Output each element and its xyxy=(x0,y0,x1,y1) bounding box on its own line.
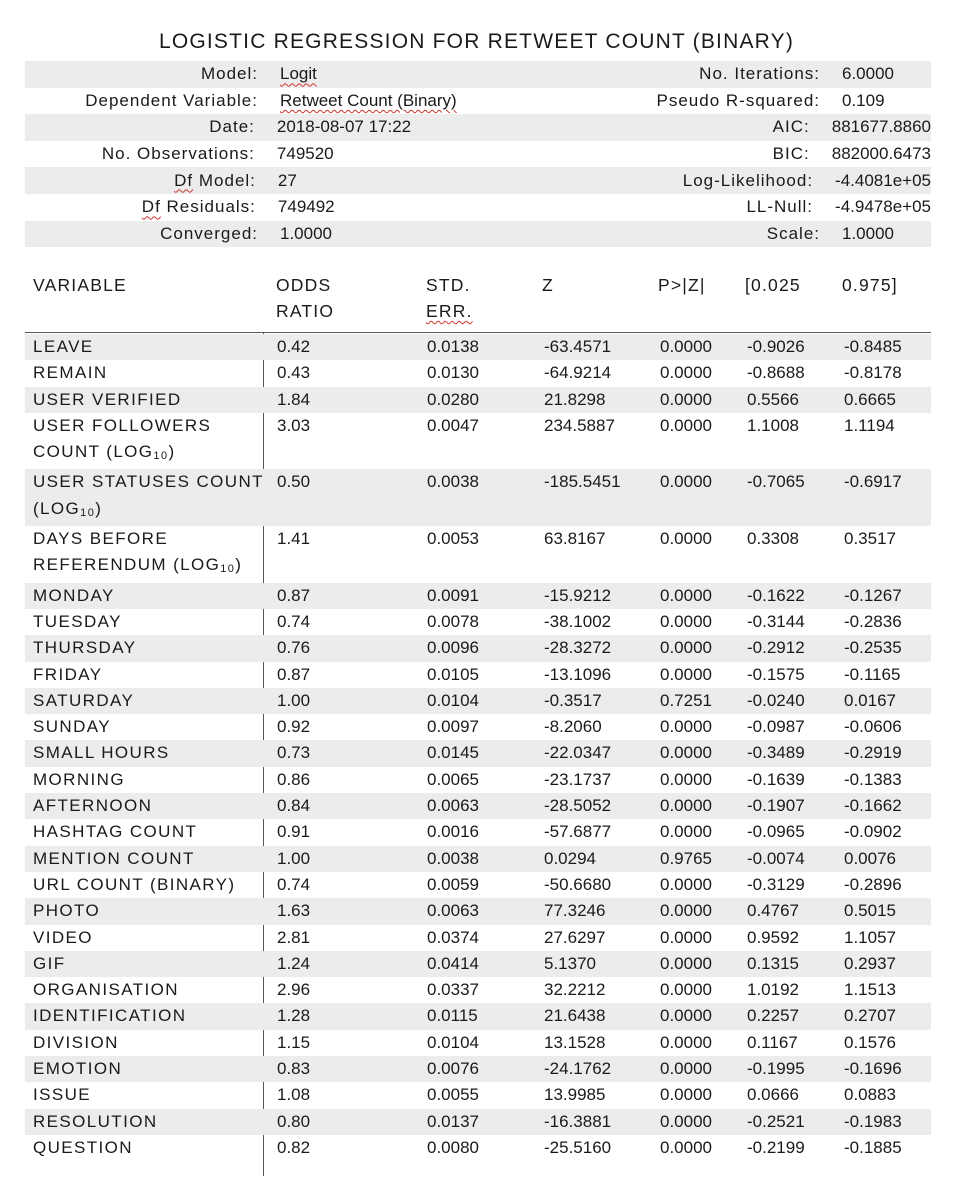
ci-high-cell: -0.1662 xyxy=(844,796,902,816)
odds-ratio-cell: 1.41 xyxy=(277,529,311,549)
ci-high-cell: 0.0883 xyxy=(844,1085,896,1105)
std-err-cell: 0.0078 xyxy=(427,611,479,631)
summary-value: 882000.6473 xyxy=(831,144,932,164)
summary-label: BIC: xyxy=(772,144,810,164)
table-row xyxy=(25,1082,931,1108)
std-err-cell: 0.0280 xyxy=(427,389,479,409)
ci-low-cell: -0.9026 xyxy=(747,337,805,356)
ci-low-cell: 1.1008 xyxy=(747,415,799,435)
header-variable: VARIABLE xyxy=(33,275,127,295)
std-err-cell: 0.0059 xyxy=(427,874,479,894)
std-err-cell: 0.0414 xyxy=(427,953,479,973)
summary-label: Pseudo R-squared: xyxy=(656,90,820,110)
p-value-cell: 0.0000 xyxy=(660,980,712,1000)
std-err-cell: 0.0115 xyxy=(427,1006,478,1026)
std-err-cell: 0.0047 xyxy=(427,415,479,435)
variable-name: LEAVE xyxy=(33,337,94,356)
ci-high-cell: 0.3517 xyxy=(844,529,896,549)
std-err-cell: 0.0374 xyxy=(427,927,479,947)
z-value-cell: -185.5451 xyxy=(544,472,621,492)
variable-name: FRIDAY xyxy=(33,664,103,684)
summary-value: -4.4081e+05 xyxy=(835,170,931,190)
odds-ratio-cell: 0.91 xyxy=(277,822,311,842)
ci-high-cell: -0.2535 xyxy=(844,638,902,658)
table-row xyxy=(25,846,931,872)
ci-low-cell: -0.1639 xyxy=(747,769,805,789)
coefficient-table xyxy=(25,334,931,1161)
p-value-cell: 0.0000 xyxy=(660,1059,712,1079)
summary-value: -4.9478e+05 xyxy=(835,197,931,217)
odds-ratio-cell: 1.00 xyxy=(277,690,311,710)
p-value-cell: 0.0000 xyxy=(660,529,712,549)
odds-ratio-cell: 1.24 xyxy=(277,953,311,973)
table-row xyxy=(25,360,931,386)
table-row xyxy=(25,583,931,609)
p-value-cell: 0.0000 xyxy=(660,664,712,684)
summary-value: 749520 xyxy=(276,144,334,164)
z-value-cell: -25.5160 xyxy=(544,1137,612,1157)
ci-high-cell: -0.2896 xyxy=(844,874,902,894)
table-row xyxy=(25,469,931,526)
table-row xyxy=(25,662,931,688)
summary-label: LL-Null: xyxy=(746,197,814,217)
ci-low-cell: -0.1622 xyxy=(747,585,805,605)
odds-ratio-cell: 1.63 xyxy=(277,901,311,921)
ci-high-cell: -0.1165 xyxy=(844,664,901,684)
z-value-cell: -50.6680 xyxy=(544,874,612,894)
summary-value: 749492 xyxy=(277,197,335,217)
ci-high-cell: 0.5015 xyxy=(844,901,896,921)
odds-ratio-cell: 0.87 xyxy=(277,585,311,605)
variable-name: DAYS BEFORE REFERENDUM $(LOG_{10})$ xyxy=(33,529,243,576)
std-err-cell: 0.0104 xyxy=(427,690,479,710)
odds-ratio-cell: 0.76 xyxy=(277,638,311,658)
p-value-cell: 0.0000 xyxy=(660,822,712,842)
ci-low-cell: 0.4767 xyxy=(747,901,799,921)
header-odds-ratio: ODDS RATIO xyxy=(276,275,335,321)
ci-high-cell: 0.0076 xyxy=(844,848,896,868)
ci-high-cell: -0.8485 xyxy=(844,337,902,356)
table-row xyxy=(25,1030,931,1056)
table-row xyxy=(25,1109,931,1135)
variable-name: MORNING xyxy=(33,769,125,789)
summary-value: 0.109 xyxy=(842,90,885,110)
odds-ratio-cell: 0.86 xyxy=(277,769,311,789)
table-row xyxy=(25,872,931,898)
variable-name: AFTERNOON xyxy=(33,796,153,816)
variable-name: TUESDAY xyxy=(33,611,122,631)
variable-name: MONDAY xyxy=(33,585,115,605)
ci-high-cell: -0.1383 xyxy=(844,769,902,789)
p-value-cell: 0.0000 xyxy=(660,953,712,973)
z-value-cell: 21.6438 xyxy=(544,1006,606,1026)
ci-low-cell: -0.3144 xyxy=(747,611,805,631)
p-value-cell: 0.0000 xyxy=(660,611,712,631)
ci-high-cell: 0.1576 xyxy=(844,1032,896,1052)
std-err-cell: 0.0105 xyxy=(427,664,479,684)
std-err-cell: 0.0038 xyxy=(427,848,479,868)
table-row xyxy=(25,526,931,583)
z-value-cell: 13.9985 xyxy=(544,1085,606,1105)
ci-high-cell: 0.6665 xyxy=(844,389,896,409)
variable-name: RESOLUTION xyxy=(33,1111,158,1131)
odds-ratio-cell: 0.42 xyxy=(277,337,311,356)
ci-low-cell: -0.3129 xyxy=(747,874,805,894)
std-err-cell: 0.0076 xyxy=(427,1059,479,1079)
p-value-cell: 0.0000 xyxy=(660,769,712,789)
variable-name: USER FOLLOWERS COUNT $(LOG_{10})$ xyxy=(33,415,212,463)
ci-high-cell: -0.2919 xyxy=(844,743,902,763)
z-value-cell: -0.3517 xyxy=(544,690,602,710)
header-rule xyxy=(25,332,931,333)
variable-name: GIF xyxy=(33,953,66,973)
p-value-cell: 0.0000 xyxy=(660,927,712,947)
ci-high-cell: -0.8178 xyxy=(844,363,902,383)
ci-low-cell: -0.8688 xyxy=(747,363,805,383)
z-value-cell: -15.9212 xyxy=(544,585,612,605)
table-row xyxy=(25,635,931,661)
z-value-cell: -63.4571 xyxy=(544,337,612,356)
summary-row xyxy=(25,167,931,194)
ci-low-cell: -0.1575 xyxy=(747,664,805,684)
ci-low-cell: 0.3308 xyxy=(747,529,799,549)
ci-high-cell: -0.1983 xyxy=(844,1111,902,1131)
std-err-cell: 0.0055 xyxy=(427,1085,479,1105)
z-value-cell: 234.5887 xyxy=(544,415,615,435)
z-value-cell: -57.6877 xyxy=(544,822,612,842)
ci-low-cell: 0.5566 xyxy=(747,389,799,409)
summary-label: No. Iterations: xyxy=(699,64,820,84)
table-row xyxy=(25,1135,931,1161)
z-value-cell: -64.9214 xyxy=(544,363,612,383)
odds-ratio-cell: 1.15 xyxy=(277,1032,311,1052)
table-title: LOGISTIC REGRESSION FOR RETWEET COUNT (BINARY) xyxy=(158,30,795,53)
summary-value: 1.0000 xyxy=(280,223,332,243)
summary-value: Retweet Count (Binary) xyxy=(280,90,457,110)
z-value-cell: -28.3272 xyxy=(544,638,612,658)
p-value-cell: 0.0000 xyxy=(660,796,712,816)
std-err-cell: 0.0016 xyxy=(427,822,479,842)
variable-name: SUNDAY xyxy=(33,717,111,737)
table-row xyxy=(25,413,931,470)
variable-name: EMOTION xyxy=(33,1059,123,1079)
z-value-cell: 21.8298 xyxy=(544,389,606,409)
p-value-cell: 0.0000 xyxy=(660,1111,712,1131)
std-err-cell: 0.0063 xyxy=(427,901,479,921)
z-value-cell: 77.3246 xyxy=(544,901,606,921)
variable-name: DIVISION xyxy=(33,1032,119,1052)
std-err-cell: 0.0145 xyxy=(427,743,479,763)
variable-name: SMALL HOURS xyxy=(33,743,170,763)
ci-high-cell: 0.0167 xyxy=(844,690,896,710)
p-value-cell: 0.0000 xyxy=(660,389,712,409)
summary-label: Date: xyxy=(209,117,255,137)
std-err-cell: 0.0097 xyxy=(427,717,479,737)
ci-low-cell: -0.7065 xyxy=(747,472,805,492)
ci-high-cell: -0.0902 xyxy=(844,822,902,842)
p-value-cell: 0.0000 xyxy=(660,585,712,605)
summary-label: Dependent Variable: xyxy=(85,90,258,110)
odds-ratio-cell: 0.74 xyxy=(277,874,311,894)
summary-row xyxy=(25,88,931,115)
summary-value: 2018-08-07 17:22 xyxy=(276,117,412,137)
summary-label: Scale: xyxy=(766,223,820,243)
header-std-err: STD. ERR. xyxy=(426,275,473,321)
variable-name: ORGANISATION xyxy=(33,980,179,1000)
variable-name: MENTION COUNT xyxy=(33,848,195,868)
table-row xyxy=(25,793,931,819)
p-value-cell: 0.9765 xyxy=(660,848,712,868)
odds-ratio-cell: 0.43 xyxy=(277,363,311,383)
std-err-cell: 0.0137 xyxy=(427,1111,479,1131)
summary-value: 6.0000 xyxy=(842,64,894,84)
variable-name: URL COUNT (BINARY) xyxy=(33,874,236,894)
z-value-cell: 32.2212 xyxy=(544,980,606,1000)
ci-low-cell: -0.2912 xyxy=(747,638,805,658)
table-row xyxy=(25,1003,931,1029)
header-ci-high: 0.975] xyxy=(842,275,898,295)
p-value-cell: 0.0000 xyxy=(660,337,712,356)
summary-label: Log-Likelihood: xyxy=(682,170,814,190)
odds-ratio-cell: 0.84 xyxy=(277,796,311,816)
variable-name: SATURDAY xyxy=(33,690,135,710)
odds-ratio-cell: 1.00 xyxy=(277,848,311,868)
summary-row xyxy=(25,61,931,88)
p-value-cell: 0.0000 xyxy=(660,1085,712,1105)
z-value-cell: -22.0347 xyxy=(544,743,612,763)
ci-high-cell: -0.6917 xyxy=(844,472,902,492)
ci-low-cell: -0.1995 xyxy=(747,1059,805,1079)
z-value-cell: 13.1528 xyxy=(544,1032,606,1052)
odds-ratio-cell: 0.50 xyxy=(277,472,311,492)
ci-low-cell: 0.1167 xyxy=(747,1032,798,1052)
table-header xyxy=(25,272,931,334)
ci-low-cell: 0.1315 xyxy=(747,953,799,973)
summary-value: 1.0000 xyxy=(842,223,894,243)
z-value-cell: -38.1002 xyxy=(544,611,612,631)
table-row xyxy=(25,1056,931,1082)
odds-ratio-cell: 1.28 xyxy=(277,1006,311,1026)
table-row xyxy=(25,334,931,360)
ci-low-cell: -0.0987 xyxy=(747,717,805,737)
table-row xyxy=(25,609,931,635)
variable-name: HASHTAG COUNT xyxy=(33,822,198,842)
header-ci-low: [0.025 xyxy=(745,275,801,295)
ci-low-cell: -0.0240 xyxy=(747,690,805,710)
ci-low-cell: -0.3489 xyxy=(747,743,805,763)
std-err-cell: 0.0096 xyxy=(427,638,479,658)
std-err-cell: 0.0063 xyxy=(427,796,479,816)
summary-label: Converged: xyxy=(160,223,258,243)
ci-low-cell: 0.0666 xyxy=(747,1085,799,1105)
table-row xyxy=(25,977,931,1003)
std-err-cell: 0.0104 xyxy=(427,1032,479,1052)
ci-low-cell: -0.2521 xyxy=(747,1111,805,1131)
p-value-cell: 0.0000 xyxy=(660,638,712,658)
p-value-cell: 0.7251 xyxy=(660,690,712,710)
p-value-cell: 0.0000 xyxy=(660,1032,712,1052)
p-value-cell: 0.0000 xyxy=(660,415,712,435)
table-row xyxy=(25,898,931,924)
ci-high-cell: 1.1057 xyxy=(844,927,896,947)
std-err-cell: 0.0065 xyxy=(427,769,479,789)
summary-label: Model: xyxy=(200,64,258,84)
table-row xyxy=(25,387,931,413)
summary-label: No. Observations: xyxy=(101,144,255,164)
variable-name: IDENTIFICATION xyxy=(33,1006,187,1026)
z-value-cell: 63.8167 xyxy=(544,529,606,549)
std-err-cell: 0.0080 xyxy=(427,1137,479,1157)
std-err-cell: 0.0130 xyxy=(427,363,479,383)
ci-low-cell: 1.0192 xyxy=(747,980,799,1000)
std-err-cell: 0.0038 xyxy=(427,472,479,492)
z-value-cell: 27.6297 xyxy=(544,927,606,947)
std-err-cell: 0.0053 xyxy=(427,529,479,549)
ci-low-cell: -0.0965 xyxy=(747,822,805,842)
ci-high-cell: -0.0606 xyxy=(844,717,902,737)
variable-name: THURSDAY xyxy=(33,638,137,658)
variable-name: USER VERIFIED xyxy=(33,389,182,409)
z-value-cell: -28.5052 xyxy=(544,796,612,816)
odds-ratio-cell: 0.82 xyxy=(277,1137,311,1157)
summary-row xyxy=(25,221,931,248)
odds-ratio-cell: 0.80 xyxy=(277,1111,311,1131)
z-value-cell: -23.1737 xyxy=(544,769,612,789)
ci-low-cell: 0.9592 xyxy=(747,927,799,947)
z-value-cell: 5.1370 xyxy=(544,953,596,973)
z-value-cell: -16.3881 xyxy=(544,1111,612,1131)
summary-label: Df Residuals: xyxy=(141,197,256,217)
ci-low-cell: -0.0074 xyxy=(747,848,805,868)
odds-ratio-cell: 1.84 xyxy=(277,389,311,409)
table-row xyxy=(25,740,931,766)
odds-ratio-cell: 0.87 xyxy=(277,664,311,684)
p-value-cell: 0.0000 xyxy=(660,1006,712,1026)
table-row xyxy=(25,951,931,977)
z-value-cell: 0.0294 xyxy=(544,848,596,868)
variable-name: QUESTION xyxy=(33,1137,133,1157)
header-p: P>|Z| xyxy=(658,275,706,295)
summary-row xyxy=(25,194,931,221)
std-err-cell: 0.0138 xyxy=(427,337,479,356)
variable-name: PHOTO xyxy=(33,901,101,921)
ci-high-cell: 0.2707 xyxy=(844,1006,896,1026)
ci-low-cell: 0.2257 xyxy=(747,1006,799,1026)
p-value-cell: 0.0000 xyxy=(660,472,712,492)
z-value-cell: -13.1096 xyxy=(544,664,612,684)
ci-high-cell: 1.1194 xyxy=(844,415,895,435)
odds-ratio-cell: 0.73 xyxy=(277,743,311,763)
ci-high-cell: -0.1885 xyxy=(844,1137,902,1157)
summary-value: 27 xyxy=(277,170,297,190)
p-value-cell: 0.0000 xyxy=(660,901,712,921)
odds-ratio-cell: 1.08 xyxy=(277,1085,311,1105)
odds-ratio-cell: 0.83 xyxy=(277,1059,311,1079)
table-row xyxy=(25,925,931,951)
ci-high-cell: 0.2937 xyxy=(844,953,896,973)
variable-name: VIDEO xyxy=(33,927,93,947)
table-row xyxy=(25,819,931,845)
summary-label: AIC: xyxy=(772,117,810,137)
z-value-cell: -24.1762 xyxy=(544,1059,612,1079)
summary-value: 881677.8860 xyxy=(831,117,932,137)
std-err-cell: 0.0091 xyxy=(427,585,479,605)
ci-high-cell: -0.1267 xyxy=(844,585,902,605)
std-err-cell: 0.0337 xyxy=(427,980,479,1000)
table-row xyxy=(25,714,931,740)
ci-high-cell: 1.1513 xyxy=(844,980,896,1000)
variable-name: REMAIN xyxy=(33,363,108,383)
p-value-cell: 0.0000 xyxy=(660,717,712,737)
odds-ratio-cell: 2.96 xyxy=(277,980,311,1000)
odds-ratio-cell: 2.81 xyxy=(277,927,311,947)
header-z: Z xyxy=(542,275,554,295)
model-summary xyxy=(25,61,931,247)
summary-label: Df Model: xyxy=(174,170,256,190)
ci-high-cell: -0.1696 xyxy=(844,1059,902,1079)
variable-name: ISSUE xyxy=(33,1085,92,1105)
p-value-cell: 0.0000 xyxy=(660,1137,712,1157)
p-value-cell: 0.0000 xyxy=(660,874,712,894)
ci-low-cell: -0.2199 xyxy=(747,1137,805,1157)
table-row xyxy=(25,688,931,714)
odds-ratio-cell: 3.03 xyxy=(277,415,311,435)
summary-row xyxy=(25,141,931,168)
p-value-cell: 0.0000 xyxy=(660,363,712,383)
z-value-cell: -8.2060 xyxy=(544,717,602,737)
summary-value: Logit xyxy=(280,64,317,84)
variable-name: USER STATUSES COUNT $(LOG_{10})$ xyxy=(33,472,264,519)
ci-high-cell: -0.2836 xyxy=(844,611,902,631)
p-value-cell: 0.0000 xyxy=(660,743,712,763)
odds-ratio-cell: 0.74 xyxy=(277,611,311,631)
ci-low-cell: -0.1907 xyxy=(747,796,805,816)
table-row xyxy=(25,767,931,793)
odds-ratio-cell: 0.92 xyxy=(277,717,311,737)
summary-row xyxy=(25,114,931,141)
